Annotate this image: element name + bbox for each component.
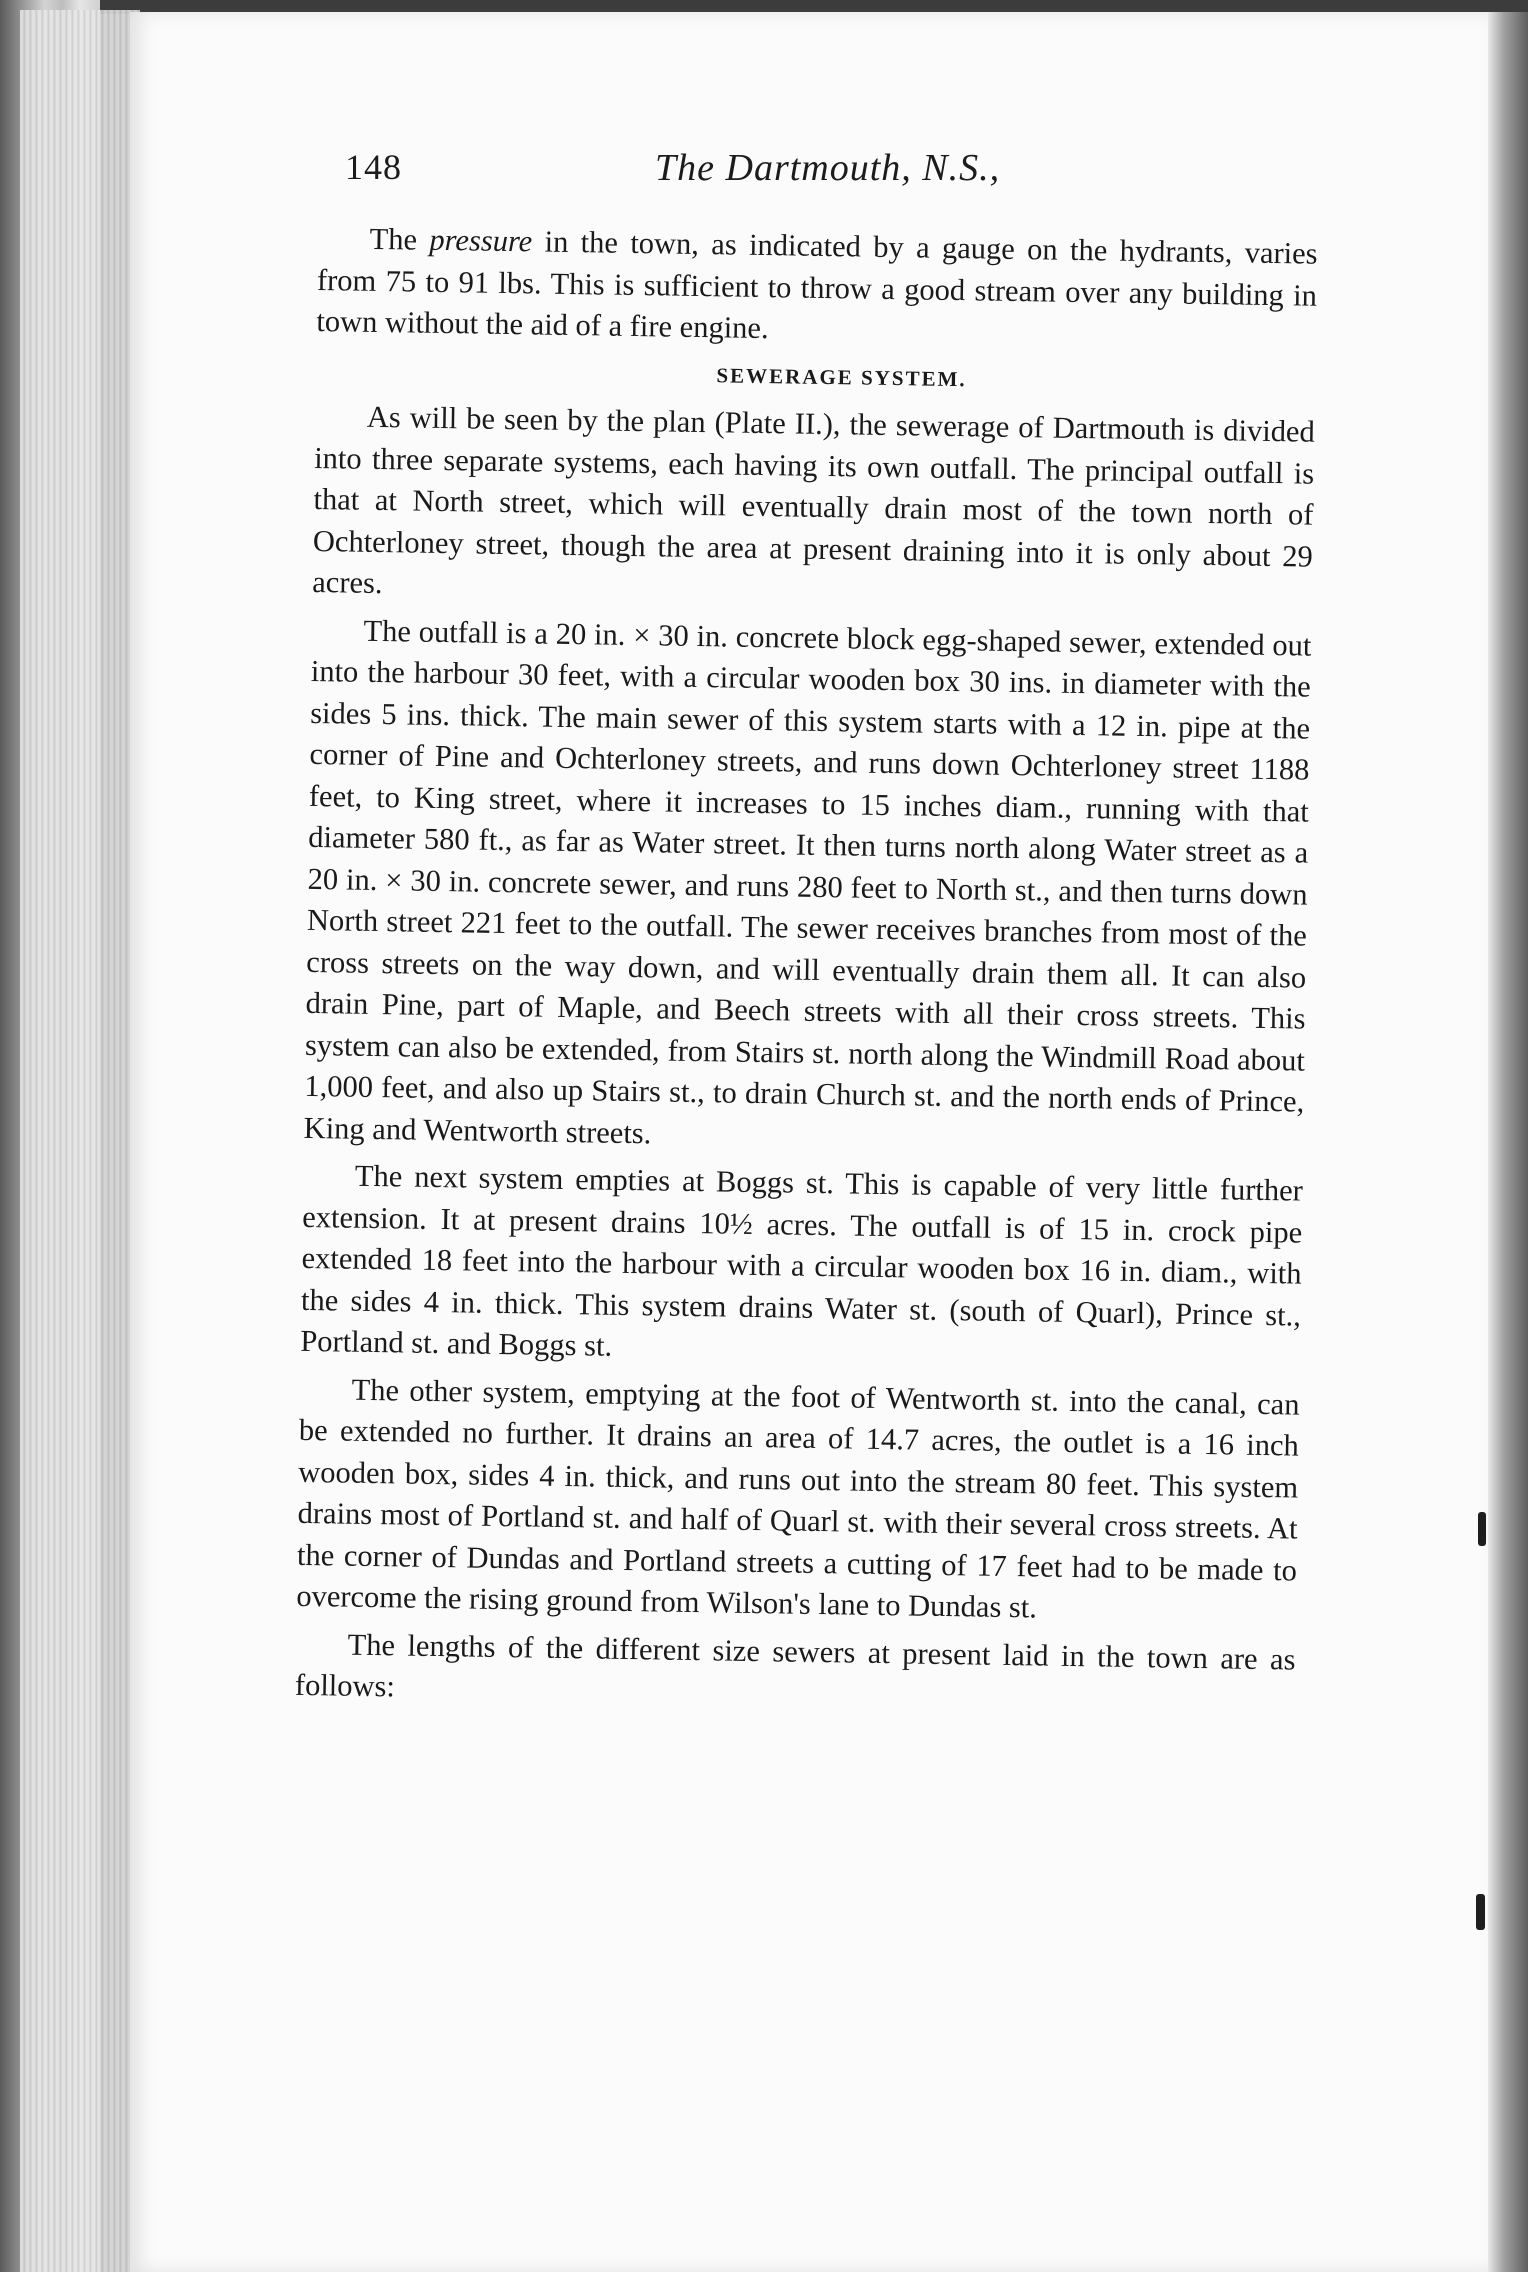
section-heading: SEWERAGE SYSTEM.: [716, 362, 967, 391]
paragraph-sewerage-intro: As will be seen by the plan (Plate II.), the sewerage of Dartmouth is divided into three separate systems, each having its own outfall. The principal outfall is that at North street, which will eventually drain most of the town north of Ochterloney street, though the area at present draining into it is only about 29 acres.: [312, 399, 1316, 601]
running-title: The Dartmouth, N.S.,: [655, 147, 1001, 189]
paragraph-text: in the town, as indicated by a gauge on the hydrants, varies from 75 to 91 lbs. This is sufficient to throw a good stream over any building in town without the aid of a fire engine.: [316, 224, 1318, 346]
paragraph-boggs-system: The next system empties at Boggs st. This is capable of very little further extension. It at present drains 10½ acres. The outfall is of 15 in. crock pipe extended 18 feet into the harbour with a circular wooden box 16 in. diam., with the sides 4 in. thick. This system drains Water st. (south of Quarl), Prince st., Portland st. and Boggs st.: [300, 1158, 1304, 1363]
page-text: [295, 218, 1318, 1728]
margin-ink-mark: [1476, 1894, 1485, 1930]
paragraph-wentworth-system: The other system, emptying at the foot of Wentworth st. into the canal, can be extended no further. It drains an area of 14.7 acres, the outlet is a 16 inch wooden box, sides 4 in. thick, and runs out into the stream 80 feet. This system drains most of Portland st. and half of Quarl st. with their several cross streets. At the corner of Dundas and Portland streets a cutting of 17 feet had to be made to overcome the rising ground from Wilson's lane to Dundas st.: [296, 1372, 1300, 1625]
page-right-edge-shadow: [1488, 12, 1528, 2272]
margin-ink-mark: [1478, 1512, 1486, 1546]
emphasis-pressure: pressure: [429, 222, 533, 259]
paragraph-pressure: [316, 218, 1318, 358]
paragraph-text: The: [369, 221, 430, 257]
page-number: 148: [345, 147, 402, 187]
paragraph-main-outfall: The outfall is a 20 in. × 30 in. concrete block egg-shaped sewer, extended out into the harbour 30 feet, with a circular wooden box 30 ins. in diameter with the sides 5 ins. thick. The main sewer of this system starts with a 12 in. pipe at the corner of Pine and Ochterloney streets, and runs down Ochterloney street 1188 feet, to King street, where it increases to 15 inches diam., running with that diameter 580 ft., as far as Water street. It then turns north along Water street as a 20 in. × 30 in. concrete sewer, and runs 280 feet to North st., and then turns down North street 221 feet to the outfall. The sewer receives branches from most of the cross streets on the way down, and will eventually drain them all. It can also drain Pine, part of Maple, and Beech streets with all their cross streets. This system can also be extended, from Stairs st. north along the Windmill Road about 1,000 feet, and also up Stairs st., to drain Church st. and the north ends of Prince, King and Wentworth streets.: [303, 613, 1312, 1150]
paragraph-lengths: The lengths of the different size sewers at present laid in the town are as follows:: [294, 1627, 1296, 1704]
running-head: [345, 140, 1345, 200]
page-stack-edges: [20, 10, 140, 2272]
